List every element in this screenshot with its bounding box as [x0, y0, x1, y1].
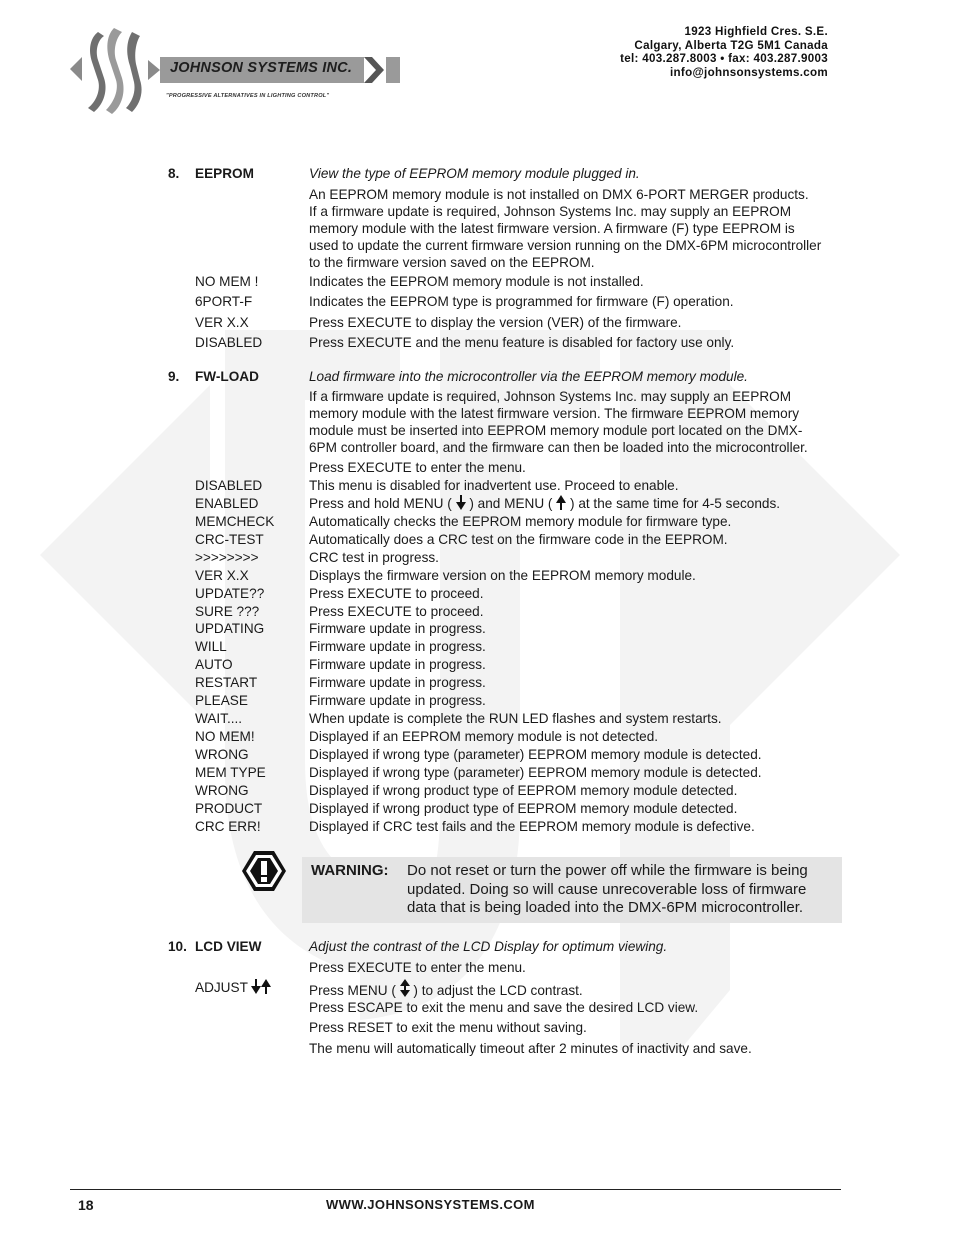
- menu-description: Press EXECUTE to proceed.: [309, 604, 484, 619]
- menu-code: WRONG: [195, 783, 249, 798]
- paragraph-line: memory module with the latest firmware version. A firmware (F) type EEPROM is: [309, 221, 795, 236]
- menu-code: >>>>>>>>: [195, 550, 259, 565]
- menu-code: SURE ???: [195, 604, 260, 619]
- menu-description: Press EXECUTE to proceed.: [309, 586, 484, 601]
- address-email: info@johnsonsystems.com: [670, 65, 828, 79]
- menu-description: Firmware update in progress.: [309, 639, 486, 654]
- menu-description: Firmware update in progress.: [309, 621, 486, 636]
- menu-code: PRODUCT: [195, 801, 263, 816]
- menu-description: [309, 495, 780, 513]
- section-number: 8.: [168, 166, 180, 181]
- menu-description: Displayed if wrong product type of EEPROM memory module detected.: [309, 801, 738, 816]
- instruction-line: The menu will automatically timeout after 2 minutes of inactivity and save.: [309, 1041, 752, 1056]
- instruction-line: Press ESCAPE to exit the menu and save the desired LCD view.: [309, 1000, 699, 1015]
- paragraph-line: If a firmware update is required, Johnson Systems Inc. may supply an EEPROM: [309, 204, 792, 219]
- menu-description: CRC test in progress.: [309, 550, 439, 565]
- arrow-down-up-icon: [251, 979, 271, 994]
- paragraph-line: If a firmware update is required, Johnson Systems Inc. may supply an EEPROM: [309, 389, 792, 404]
- menu-description: Displayed if wrong type (parameter) EEPROM memory module is detected.: [309, 765, 762, 780]
- menu-code: NO MEM!: [195, 729, 255, 744]
- arrow-up-down-icon: [400, 979, 410, 997]
- menu-description: Indicates the EEPROM memory module is not installed.: [309, 274, 644, 289]
- menu-description: Firmware update in progress.: [309, 657, 486, 672]
- adjust-instruction-part: ) to adjust the LCD contrast.: [413, 983, 583, 998]
- menu-description: Automatically does a CRC test on the firmware code in the EEPROM.: [309, 532, 728, 547]
- menu-code: CRC-TEST: [195, 532, 264, 547]
- menu-code: DISABLED: [195, 335, 263, 350]
- adjust-code-label: ADJUST: [195, 980, 248, 995]
- warning-text-line: data that is being loaded into the DMX-6PM microcontroller.: [407, 899, 804, 916]
- paragraph-line: to the firmware version saved on the EEPROM.: [309, 255, 595, 270]
- menu-code: PLEASE: [195, 693, 248, 708]
- menu-description: Press EXECUTE and the menu feature is disabled for factory use only.: [309, 335, 735, 350]
- menu-code: MEMCHECK: [195, 514, 275, 529]
- section-title: LCD VIEW: [195, 939, 262, 954]
- enter-menu-text: Press EXECUTE to enter the menu.: [309, 960, 526, 975]
- menu-code: WILL: [195, 639, 227, 654]
- section-summary: View the type of EEPROM memory module plugged in.: [309, 166, 640, 181]
- menu-code: MEM TYPE: [195, 765, 266, 780]
- menu-description: When update is complete the RUN LED flashes and system restarts.: [309, 711, 722, 726]
- menu-code: NO MEM !: [195, 274, 259, 289]
- arrow-up-icon: [556, 495, 566, 510]
- arrow-down-icon: [456, 495, 466, 510]
- section-number: 10.: [168, 939, 187, 954]
- adjust-instruction-part: Press MENU (: [309, 983, 396, 998]
- menu-code: VER X.X: [195, 568, 249, 583]
- menu-code: RESTART: [195, 675, 258, 690]
- menu-description: Displays the firmware version on the EEPROM memory module.: [309, 568, 696, 583]
- enter-menu-text: Press EXECUTE to enter the menu.: [309, 460, 526, 475]
- menu-description: Firmware update in progress.: [309, 693, 486, 708]
- logo-wordmark: JOHNSON SYSTEMS INC.: [170, 60, 353, 76]
- footer-divider: [70, 1189, 841, 1190]
- address-street: 1923 Highfield Cres. S.E.: [684, 25, 828, 38]
- menu-code: AUTO: [195, 657, 233, 672]
- menu-description: Firmware update in progress.: [309, 675, 486, 690]
- address-city: Calgary, Alberta T2G 5M1 Canada: [634, 38, 828, 52]
- paragraph-line: 6PM controller board, and the firmware can then be loaded into the microcontroller.: [309, 440, 808, 455]
- warning-text-line: Do not reset or turn the power off while the firmware is being: [407, 862, 808, 879]
- paragraph-line: memory module with the latest firmware version. The firmware EEPROM memory: [309, 406, 800, 421]
- menu-code: [195, 979, 271, 997]
- menu-description: Indicates the EEPROM type is programmed for firmware (F) operation.: [309, 294, 734, 309]
- warning-text-line: updated. Doing so will cause unrecoverable loss of firmware: [407, 881, 807, 898]
- section-title: EEPROM: [195, 166, 254, 181]
- enable-instruction-part: ) and MENU (: [469, 496, 553, 511]
- menu-description: Displayed if CRC test fails and the EEPROM memory module is defective.: [309, 819, 755, 834]
- company-address: [620, 25, 828, 79]
- menu-description: Press EXECUTE to display the version (VER) of the firmware.: [309, 315, 682, 330]
- menu-code: ENABLED: [195, 496, 259, 511]
- menu-description: This menu is disabled for inadvertent use. Proceed to enable.: [309, 478, 679, 493]
- menu-description: Displayed if wrong product type of EEPROM memory module detected.: [309, 783, 738, 798]
- enable-instruction-part: ) at the same time for 4-5 seconds.: [570, 496, 781, 511]
- instruction-line: Press RESET to exit the menu without saving.: [309, 1020, 587, 1035]
- enable-instruction-part: Press and hold MENU (: [309, 496, 452, 511]
- paragraph-line: used to update the current firmware version running on the DMX-6PM microcontroller: [309, 238, 822, 253]
- menu-code: WAIT....: [195, 711, 243, 726]
- section-summary: Load firmware into the microcontroller via the EEPROM memory module.: [309, 369, 748, 384]
- page-number: 18: [78, 1197, 94, 1213]
- menu-code: DISABLED: [195, 478, 263, 493]
- menu-code: UPDATING: [195, 621, 265, 636]
- menu-code: CRC ERR!: [195, 819, 261, 834]
- menu-description: Displayed if wrong type (parameter) EEPROM memory module is detected.: [309, 747, 762, 762]
- logo-tagline: "PROGRESSIVE ALTERNATIVES IN LIGHTING CONTROL": [166, 93, 330, 99]
- paragraph-line: module must be inserted into EEPROM memory module port located on the DMX-: [309, 423, 803, 438]
- menu-description: [309, 979, 583, 1000]
- address-phone-fax: tel: 403.287.8003 • fax: 403.287.9003: [620, 52, 828, 66]
- menu-code: VER X.X: [195, 315, 249, 330]
- menu-code: WRONG: [195, 747, 249, 762]
- paragraph-line: An EEPROM memory module is not installed on DMX 6-PORT MERGER products.: [309, 187, 809, 202]
- section-summary: Adjust the contrast of the LCD Display for optimum viewing.: [309, 939, 668, 954]
- menu-code: UPDATE??: [195, 586, 265, 601]
- warning-label: WARNING:: [311, 862, 389, 879]
- footer-website-link[interactable]: WWW.JOHNSONSYSTEMS.COM: [326, 1197, 535, 1212]
- menu-description: Automatically checks the EEPROM memory module for firmware type.: [309, 514, 732, 529]
- menu-code: 6PORT-F: [195, 294, 253, 309]
- warning-icon: [240, 849, 288, 893]
- menu-description: Displayed if an EEPROM memory module is not detected.: [309, 729, 659, 744]
- section-title: FW-LOAD: [195, 369, 259, 384]
- section-number: 9.: [168, 369, 180, 384]
